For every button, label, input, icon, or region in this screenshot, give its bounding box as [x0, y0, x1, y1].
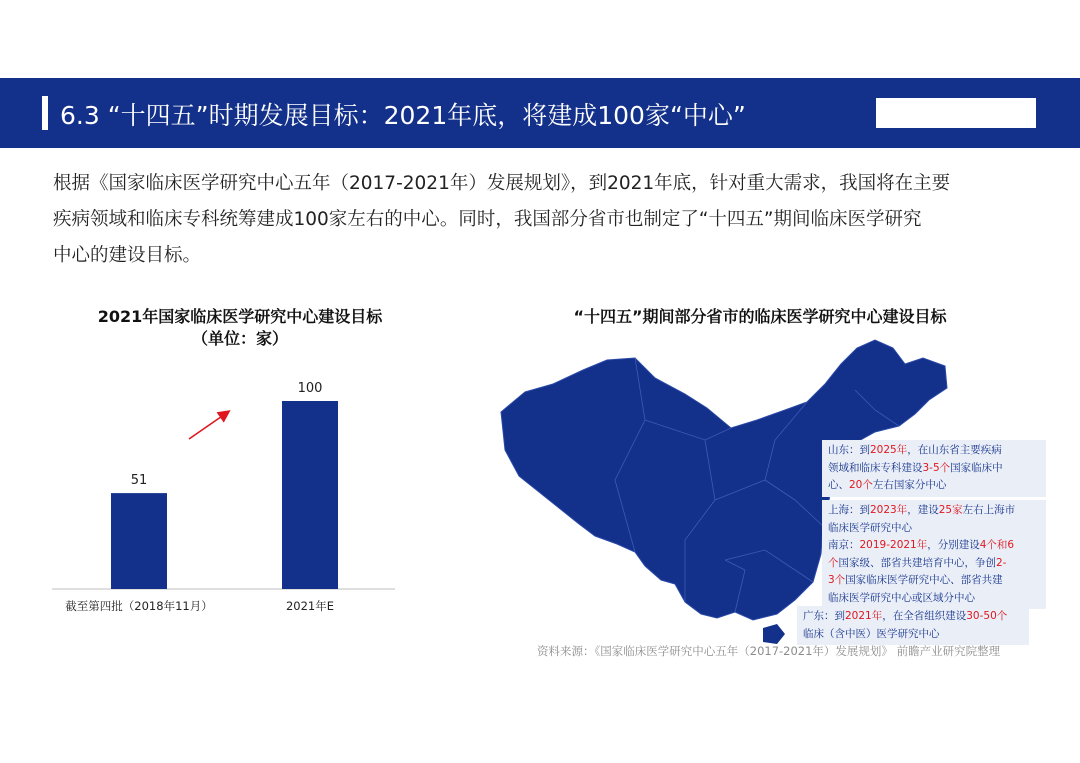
- map-title: “十四五”期间部分省市的临床医学研究中心建设目标: [573, 307, 947, 326]
- callout-line: 广东：到2021年，在全省组织建设30-50个: [803, 610, 1008, 622]
- intro-line: 疾病领域和临床专科统筹建成100家左右的中心。同时，我国部分省市也制定了“十四五”期间临床医学研究: [53, 209, 922, 230]
- callout-shanghai: [822, 500, 1046, 539]
- category-label-1: 2021年E: [285, 599, 335, 613]
- callout-line: 临床医学研究中心: [828, 521, 912, 534]
- callout-line: 领域和临床专科建设3-5个国家临床中: [828, 461, 1003, 474]
- data-label-0: 51: [130, 473, 148, 489]
- intro-paragraph: [53, 166, 1033, 274]
- callout-nanjing: [822, 535, 1046, 609]
- callout-line: 南京：2019-2021年，分别建设4个和6: [828, 539, 1015, 551]
- data-label-1: 100: [297, 381, 323, 396]
- callout-line: 临床医学研究中心或区域分中心: [828, 591, 975, 604]
- source-note: 资料来源：《国家临床医学研究中心五年（2017-2021年）发展规划》 前瞻产业研究院整理: [537, 644, 1001, 658]
- bar-chart-title: [30, 306, 450, 350]
- bar-chart: [0, 360, 420, 630]
- intro-line: 根据《国家临床医学研究中心五年（2017-2021年）发展规划》，到2021年底，针对重大需求，我国将在主要: [53, 173, 951, 194]
- callout-line: 山东：到2025年，在山东省主要疾病: [828, 444, 1002, 456]
- callout-line: 心、20个左右国家分中心: [828, 479, 947, 491]
- callout-line: 上海：到2023年，建设25家左右上海市: [828, 504, 1016, 516]
- bar-1: [282, 401, 338, 589]
- callout-shandong: [822, 440, 1046, 497]
- category-label-0: 截至第四批（2018年11月）: [65, 599, 213, 613]
- header-accent-mark: [42, 96, 48, 130]
- bar-chart-title-text: 2021年国家临床医学研究中心建设目标: [97, 307, 383, 326]
- callout-line: 个国家级、部省共建培育中心，争创2-: [828, 556, 1007, 569]
- intro-line: 中心的建设目标。: [53, 245, 202, 266]
- page-title: 6.3 “十四五”时期发展目标：2021年底，将建成100家“中心”: [60, 101, 746, 130]
- header-logo-box: [876, 98, 1036, 128]
- trend-arrow: [189, 412, 228, 439]
- bar-chart-subtitle: （单位：家）: [191, 329, 288, 348]
- hainan-island-shape: [763, 624, 785, 644]
- bar-0: [111, 493, 167, 589]
- callout-line: 临床（含中医）医学研究中心: [803, 627, 940, 640]
- callout-line: 3个国家临床医学研究中心、部省共建: [828, 574, 1003, 586]
- callout-guangdong: [797, 606, 1029, 645]
